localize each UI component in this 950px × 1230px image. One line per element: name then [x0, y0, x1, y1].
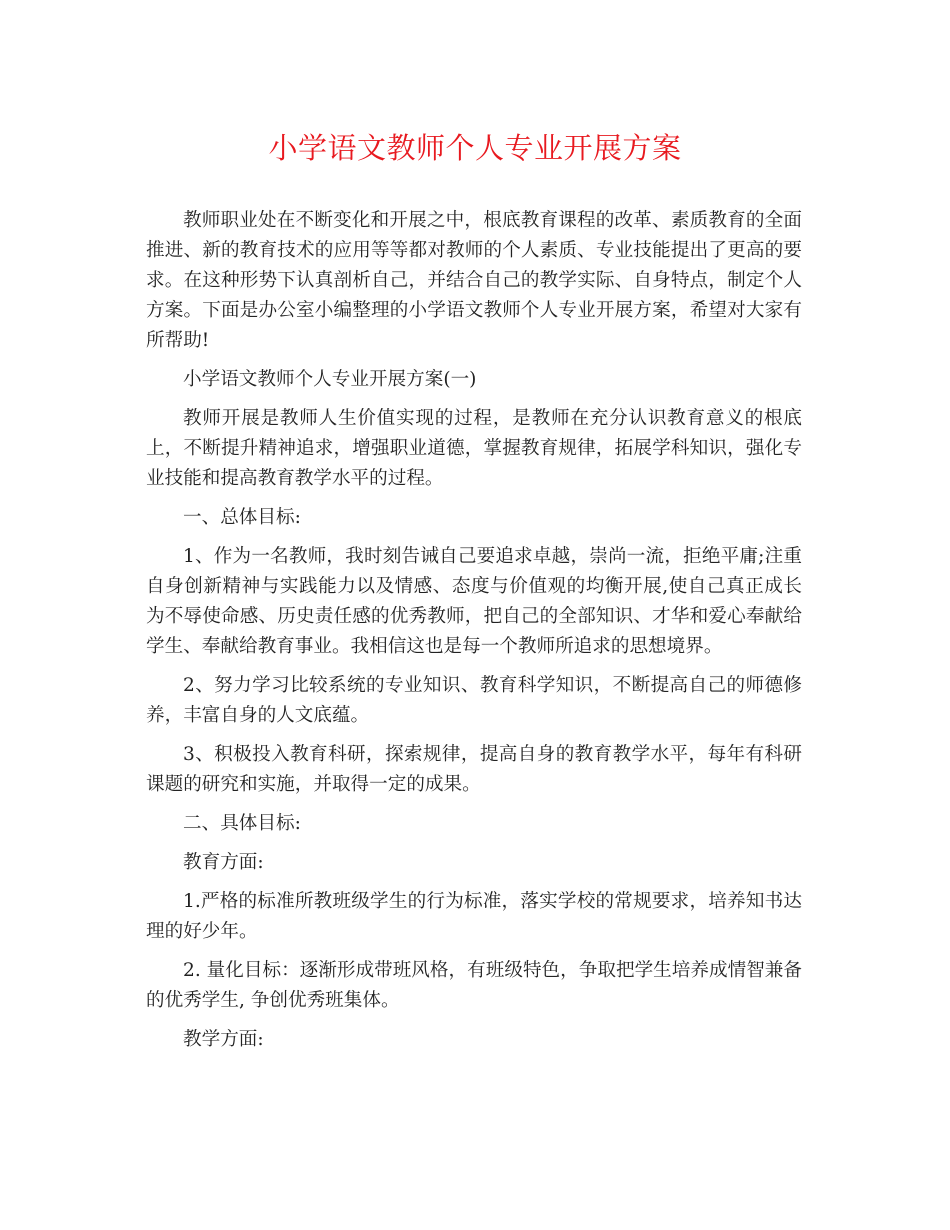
- body-paragraph: 教师开展是教师人生价值实现的过程，是教师在充分认识教育意义的根底上，不断提升精神追求，增强职业道德，掌握教育规律，拓展学科知识，强化专业技能和提高教育教学水平的过程。: [146, 408, 802, 489]
- list-item: 3、积极投入教育科研，探索规律，提高自身的教育教学水平，每年有科研课题的研究和实施，并取得一定的成果。: [146, 744, 802, 795]
- document-body: [146, 206, 802, 1064]
- list-item: 1、作为一名教师，我时刻告诫自己要追求卓越，崇尚一流，拒绝平庸;注重自身创新精神与实践能力以及情感、态度与价值观的均衡开展,使自己真正成长为不辱使命感、历史责任感的优秀教师，把自己的全部知识、才华和爱心奉献给学生、奉献给教育事业。我相信这也是每一个教师所追求的思想境界。: [146, 546, 802, 657]
- list-item: 2、努力学习比较系统的专业知识、教育科学知识，不断提高自己的师德修养，丰富自身的人文底蕴。: [146, 675, 802, 726]
- section-heading-overall-goals: 一、总体目标:: [183, 507, 301, 528]
- document-title: 小学语文教师个人专业开展方案: [268, 131, 682, 165]
- list-item: 2. 量化目标：逐渐形成带班风格，有班级特色，争取把学生培养成情智兼备的优秀学生, 争创优秀班集体。: [146, 960, 802, 1011]
- intro-paragraph: 教师职业处在不断变化和开展之中，根底教育课程的改革、素质教育的全面推进、新的教育技术的应用等等都对教师的个人素质、专业技能提出了更高的要求。在这种形势下认真剖析自己，并结合自己的教学实际、自身特点，制定个人方案。下面是办公室小编整理的小学语文教师个人专业开展方案，希望对大家有所帮助!: [146, 210, 802, 351]
- subheading-teaching: 教学方面:: [183, 1029, 264, 1050]
- list-item: 1.严格的标准所教班级学生的行为标准，落实学校的常规要求，培养知书达理的好少年。: [146, 891, 802, 942]
- subheading-education: 教育方面:: [183, 852, 264, 873]
- section-heading-specific-goals: 二、具体目标:: [183, 813, 301, 834]
- section-heading-plan-one: 小学语文教师个人专业开展方案(一): [183, 369, 477, 390]
